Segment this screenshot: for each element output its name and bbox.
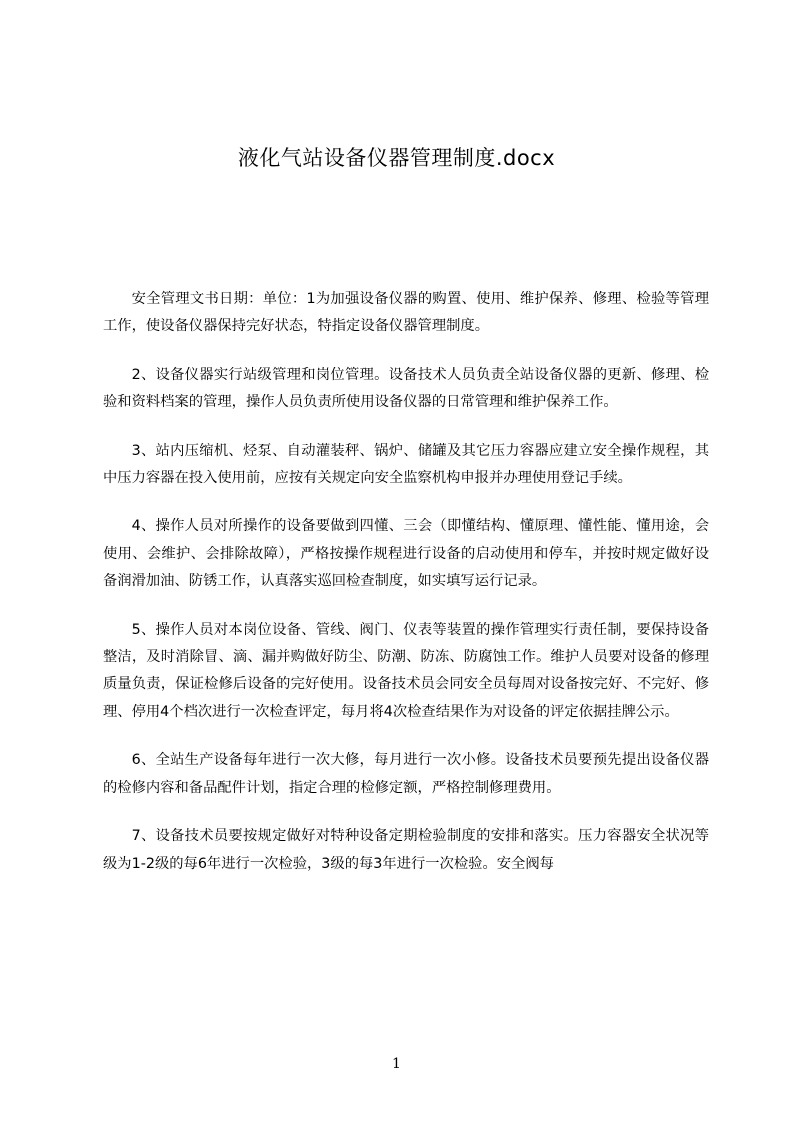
paragraph-7: 7、设备技术员要按规定做好对特种设备定期检验制度的安排和落实。压力容器安全状况等级为1-2级的每6年进行一次检验，3级的每3年进行一次检验。安全阀每 [103,828,709,872]
paragraph-3: 3、站内压缩机、烃泵、自动灌装秤、锅炉、储罐及其它压力容器应建立安全操作规程，其中压力容器在投入使用前，应按有关规定向安全监察机构申报并办理使用登记手续。 [103,442,709,487]
document-title: 液化气站设备仪器管理制度.docx [237,146,556,170]
paragraph-2: 2、设备仪器实行站级管理和岗位管理。设备技术人员负责全站设备仪器的更新、修理、检验和资料档案的管理，操作人员负责所使用设备仪器的日常管理和维护保养工作。 [103,366,709,411]
page-number: 1 [392,1056,401,1072]
paragraph-4: 4、操作人员对所操作的设备要做到四懂、三会（即懂结构、懂原理、懂性能、懂用途，会使用、会维护、会排除故障），严格按操作规程进行设备的启动使用和停车，并按时规定做好设备润滑加油、防锈工作，认真落实巡回检查制度，如实填写运行记录。 [103,518,709,590]
paragraph-1: 安全管理文书日期：单位：1为加强设备仪器的购置、使用、维护保养、修理、检验等管理工作，使设备仪器保持完好状态，特指定设备仪器管理制度。 [103,291,709,335]
document-body [103,286,709,899]
paragraph-5: 5、操作人员对本岗位设备、管线、阀门、仪表等装置的操作管理实行责任制，要保持设备整洁，及时消除冒、滴、漏并购做好防尘、防潮、防冻、防腐蚀工作。维护人员要对设备的修理质量负责，保证检修后设备的完好使用。设备技术员会同安全员每周对设备按完好、不完好、修理、停用4个档次进行一次检查评定，每月将4次检查结果作为对设备的评定依据挂牌公示。 [103,621,709,720]
paragraph-6: 6、全站生产设备每年进行一次大修，每月进行一次小修。设备技术员要预先提出设备仪器的检修内容和备品配件计划，指定合理的检修定额，严格控制修理费用。 [103,752,709,796]
